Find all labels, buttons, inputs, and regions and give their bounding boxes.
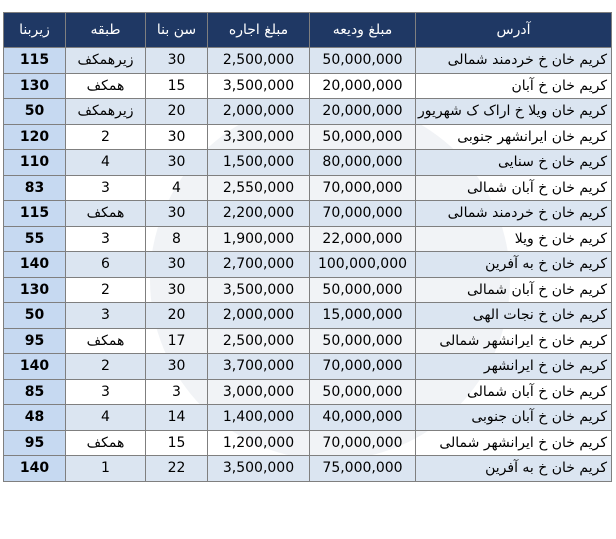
cell-rent: 2,000,000 bbox=[208, 303, 310, 329]
cell-deposit: 80,000,000 bbox=[310, 150, 416, 176]
header-area: زیربنا bbox=[4, 13, 66, 48]
header-rent: مبلغ اجاره bbox=[208, 13, 310, 48]
table-row bbox=[4, 303, 612, 329]
cell-address: کریم خان خ آبان جنوبی bbox=[416, 405, 612, 431]
cell-rent: 2,500,000 bbox=[208, 328, 310, 354]
cell-age: 4 bbox=[146, 175, 208, 201]
table-row bbox=[4, 379, 612, 405]
cell-address: کریم خان خ آبان شمالی bbox=[416, 277, 612, 303]
header-deposit: مبلغ ودیعه bbox=[310, 13, 416, 48]
table-row bbox=[4, 456, 612, 482]
cell-deposit: 20,000,000 bbox=[310, 73, 416, 99]
cell-age: 30 bbox=[146, 48, 208, 74]
cell-area: 95 bbox=[4, 430, 66, 456]
cell-age: 14 bbox=[146, 405, 208, 431]
cell-area: 130 bbox=[4, 73, 66, 99]
cell-area: 110 bbox=[4, 150, 66, 176]
cell-area: 120 bbox=[4, 124, 66, 150]
cell-rent: 3,500,000 bbox=[208, 456, 310, 482]
cell-age: 30 bbox=[146, 201, 208, 227]
cell-area: 48 bbox=[4, 405, 66, 431]
cell-floor: زیرهمکف bbox=[66, 48, 146, 74]
cell-floor: 1 bbox=[66, 456, 146, 482]
cell-floor: همکف bbox=[66, 430, 146, 456]
table-row bbox=[4, 73, 612, 99]
cell-age: 30 bbox=[146, 124, 208, 150]
cell-address: کریم خان خ ایرانشهر شمالی bbox=[416, 328, 612, 354]
cell-address: کریم خان خ آبان شمالی bbox=[416, 175, 612, 201]
cell-deposit: 70,000,000 bbox=[310, 201, 416, 227]
cell-rent: 3,700,000 bbox=[208, 354, 310, 380]
cell-address: کریم خان ویلا خ اراک ک شهریور bbox=[416, 99, 612, 125]
cell-floor: 2 bbox=[66, 354, 146, 380]
cell-age: 30 bbox=[146, 277, 208, 303]
table-row bbox=[4, 354, 612, 380]
cell-age: 30 bbox=[146, 252, 208, 278]
cell-area: 115 bbox=[4, 201, 66, 227]
cell-rent: 2,700,000 bbox=[208, 252, 310, 278]
cell-deposit: 50,000,000 bbox=[310, 124, 416, 150]
cell-deposit: 75,000,000 bbox=[310, 456, 416, 482]
cell-area: 130 bbox=[4, 277, 66, 303]
table-row bbox=[4, 328, 612, 354]
cell-address: کریم خان خ ایرانشهر bbox=[416, 354, 612, 380]
table-row bbox=[4, 277, 612, 303]
table-row bbox=[4, 124, 612, 150]
cell-rent: 1,200,000 bbox=[208, 430, 310, 456]
table-row bbox=[4, 150, 612, 176]
cell-floor: 6 bbox=[66, 252, 146, 278]
table-row bbox=[4, 48, 612, 74]
cell-deposit: 70,000,000 bbox=[310, 175, 416, 201]
cell-floor: همکف bbox=[66, 73, 146, 99]
cell-address: کریم خان خ سنایی bbox=[416, 150, 612, 176]
cell-area: 140 bbox=[4, 354, 66, 380]
cell-address: کریم خان خ ایرانشهر شمالی bbox=[416, 430, 612, 456]
cell-area: 85 bbox=[4, 379, 66, 405]
cell-age: 20 bbox=[146, 303, 208, 329]
cell-address: کریم خان ایرانشهر جنوبی bbox=[416, 124, 612, 150]
cell-address: کریم خان خ آبان bbox=[416, 73, 612, 99]
cell-address: کریم خان خ نجات الهی bbox=[416, 303, 612, 329]
cell-age: 30 bbox=[146, 354, 208, 380]
cell-floor: 3 bbox=[66, 379, 146, 405]
table-row bbox=[4, 405, 612, 431]
cell-age: 20 bbox=[146, 99, 208, 125]
cell-age: 30 bbox=[146, 150, 208, 176]
cell-area: 140 bbox=[4, 456, 66, 482]
cell-deposit: 20,000,000 bbox=[310, 99, 416, 125]
cell-floor: 2 bbox=[66, 277, 146, 303]
cell-age: 22 bbox=[146, 456, 208, 482]
cell-age: 17 bbox=[146, 328, 208, 354]
cell-area: 115 bbox=[4, 48, 66, 74]
cell-address: کریم خان خ خردمند شمالی bbox=[416, 201, 612, 227]
cell-rent: 1,500,000 bbox=[208, 150, 310, 176]
cell-rent: 2,500,000 bbox=[208, 48, 310, 74]
cell-rent: 2,000,000 bbox=[208, 99, 310, 125]
cell-area: 140 bbox=[4, 252, 66, 278]
cell-deposit: 15,000,000 bbox=[310, 303, 416, 329]
cell-address: کریم خان خ به آفرین bbox=[416, 252, 612, 278]
cell-area: 50 bbox=[4, 99, 66, 125]
rental-listings-table bbox=[3, 12, 612, 482]
table-row bbox=[4, 175, 612, 201]
cell-deposit: 70,000,000 bbox=[310, 430, 416, 456]
cell-age: 3 bbox=[146, 379, 208, 405]
table-row bbox=[4, 252, 612, 278]
table-row bbox=[4, 226, 612, 252]
table-row bbox=[4, 201, 612, 227]
cell-address: کریم خان خ به آفرین bbox=[416, 456, 612, 482]
cell-deposit: 40,000,000 bbox=[310, 405, 416, 431]
cell-age: 8 bbox=[146, 226, 208, 252]
table-header-row bbox=[4, 13, 612, 48]
header-address: آدرس bbox=[416, 13, 612, 48]
cell-rent: 3,000,000 bbox=[208, 379, 310, 405]
table-row bbox=[4, 430, 612, 456]
cell-area: 50 bbox=[4, 303, 66, 329]
cell-deposit: 50,000,000 bbox=[310, 277, 416, 303]
cell-floor: 3 bbox=[66, 226, 146, 252]
header-floor: طبقه bbox=[66, 13, 146, 48]
cell-floor: 4 bbox=[66, 405, 146, 431]
cell-deposit: 50,000,000 bbox=[310, 328, 416, 354]
cell-deposit: 100,000,000 bbox=[310, 252, 416, 278]
cell-deposit: 50,000,000 bbox=[310, 48, 416, 74]
cell-address: کریم خان خ خردمند شمالی bbox=[416, 48, 612, 74]
cell-floor: همکف bbox=[66, 328, 146, 354]
cell-rent: 1,900,000 bbox=[208, 226, 310, 252]
cell-deposit: 70,000,000 bbox=[310, 354, 416, 380]
cell-floor: 3 bbox=[66, 303, 146, 329]
cell-area: 95 bbox=[4, 328, 66, 354]
cell-rent: 2,200,000 bbox=[208, 201, 310, 227]
cell-floor: زیرهمکف bbox=[66, 99, 146, 125]
cell-rent: 3,300,000 bbox=[208, 124, 310, 150]
cell-address: کریم خان خ آبان شمالی bbox=[416, 379, 612, 405]
cell-rent: 2,550,000 bbox=[208, 175, 310, 201]
table-row bbox=[4, 99, 612, 125]
cell-floor: 2 bbox=[66, 124, 146, 150]
cell-rent: 3,500,000 bbox=[208, 73, 310, 99]
rental-table-container bbox=[3, 12, 611, 482]
cell-floor: 4 bbox=[66, 150, 146, 176]
header-age: سن بنا bbox=[146, 13, 208, 48]
cell-floor: همکف bbox=[66, 201, 146, 227]
cell-deposit: 22,000,000 bbox=[310, 226, 416, 252]
cell-area: 83 bbox=[4, 175, 66, 201]
cell-age: 15 bbox=[146, 430, 208, 456]
cell-rent: 1,400,000 bbox=[208, 405, 310, 431]
cell-area: 55 bbox=[4, 226, 66, 252]
cell-floor: 3 bbox=[66, 175, 146, 201]
cell-rent: 3,500,000 bbox=[208, 277, 310, 303]
cell-address: کریم خان خ ویلا bbox=[416, 226, 612, 252]
cell-age: 15 bbox=[146, 73, 208, 99]
cell-deposit: 50,000,000 bbox=[310, 379, 416, 405]
